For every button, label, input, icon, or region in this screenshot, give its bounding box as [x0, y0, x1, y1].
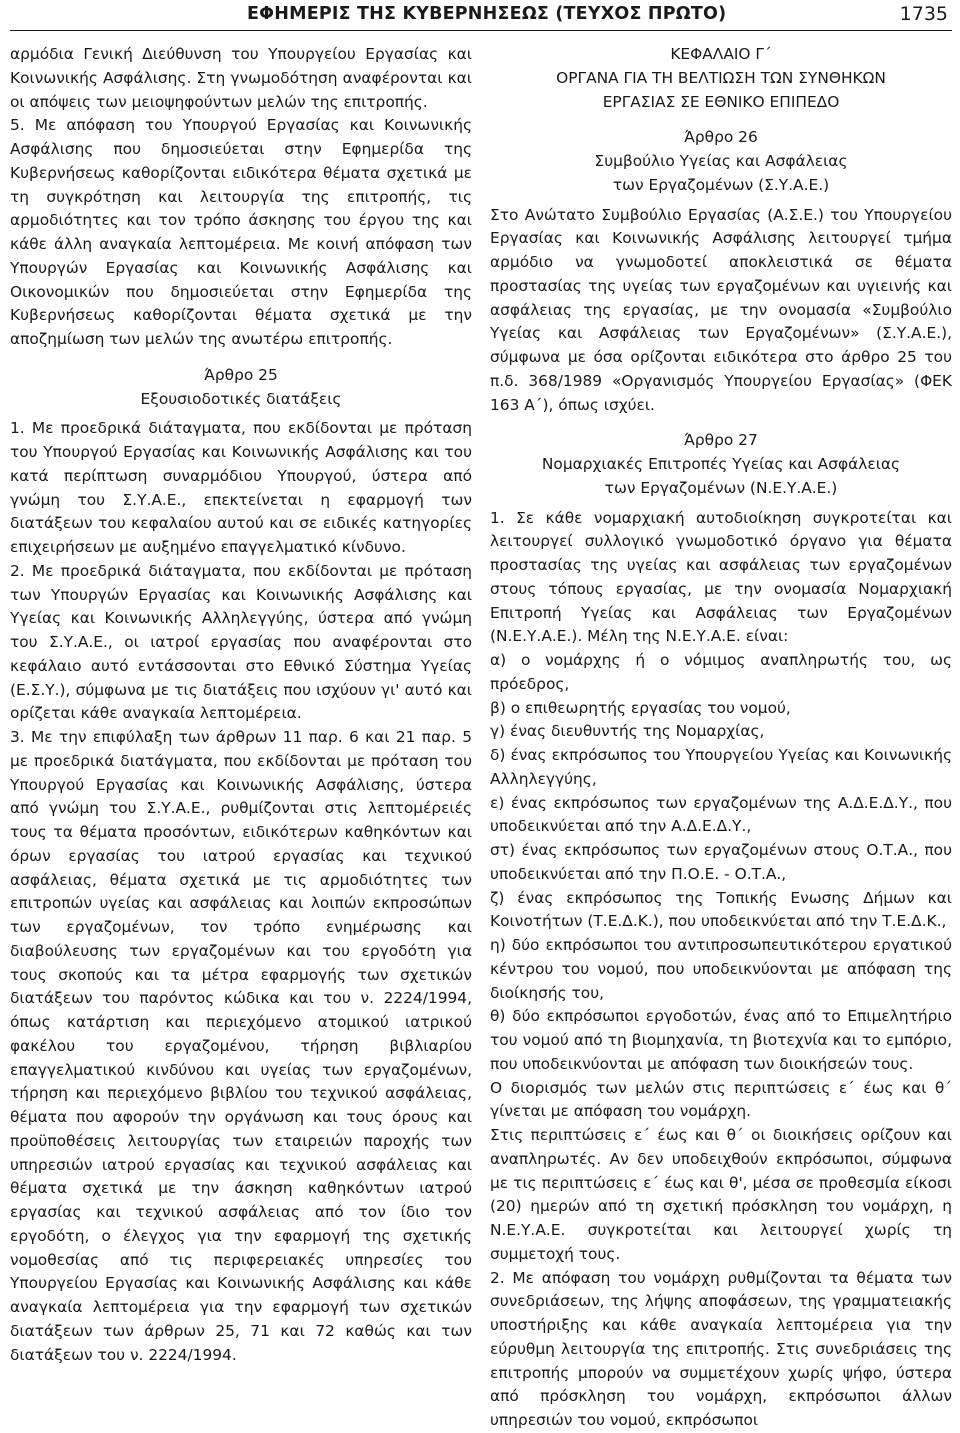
- article-26-subtitle-line-1: Συμβούλιο Υγείας και Ασφάλειας: [594, 152, 848, 170]
- left-paragraph-2: 5. Με απόφαση του Υπουργού Εργασίας και Κοινωνικής Ασφάλισης που δημοσιεύεται στην Εφημερίδα της Κυβερνήσεως καθορίζονται ειδικότερα θέματα σχετικά με τη συγκρότηση και λειτουργία της επιτροπής, τις αρμοδιότητες και τον τρόπο άσκησης του έργου της και κάθε άλλη αναγκαία λεπτομέρεια. Με κοινή απόφαση των Υπουργών Εργασίας και Κοινωνικής Ασφάλισης και Οικονομικών που δημοσιεύεται στην Εφημερίδα της Κυβερνήσεως καθορίζονται θέματα σχετικά με την αποζημίωση των μελών της ανωτέρω επιτροπής.: [10, 116, 472, 348]
- member-item-e: ε) ένας εκπρόσωπος των εργαζομένων της Α.Δ.Ε.Δ.Υ., που υποδεικνύεται από την Α.Δ.Ε.Δ.Υ.,: [490, 793, 952, 836]
- left-paragraph-3: 1. Με προεδρικά διάταγματα, που εκδίδονται με πρόταση του Υπουργού Εργασίας και Κοινωνικής Ασφάλισης και του κατά περίπτωση συναρμόδιου Υπουργού, ύστερα από γνώμη του Σ.Υ.Α.Ε., επεκτείνεται η εφαρμογή των διατάξεων του κεφαλαίου αυτού και σε ειδικές κατηγορίες επιχειρήσεων με αυξημένο επαγγελματικό κίνδυνο.: [10, 419, 472, 556]
- left-column: [10, 43, 472, 1433]
- chapter-subtitle-line-1: ΟΡΓΑΝΑ ΓΙΑ ΤΗ ΒΕΛΤΙΩΣΗ ΤΩΝ ΣΥΝΘΗΚΩΝ: [556, 68, 886, 87]
- article-26-heading: [490, 126, 952, 197]
- article-26-title: Άρθρο 26: [684, 128, 758, 147]
- article-27-subtitle-line-2: των Εργαζομένων (Ν.Ε.Υ.Α.Ε.): [604, 478, 838, 497]
- member-item-c: γ) ένας διευθυντής της Νομαρχίας,: [490, 722, 765, 741]
- spacer: [490, 417, 952, 429]
- right-column: [490, 43, 952, 1433]
- member-item-z: ζ) ένας εκπρόσωπος της Τοπικής Ενωσης Δήμων και Κοινοτήτων (Τ.Ε.Δ.Κ.), που υποδεικνύεται από την Τ.Ε.Δ.Κ.,: [490, 888, 952, 931]
- page-header: [10, 0, 952, 31]
- right-paragraph-1: Στο Ανώτατο Συμβούλιο Εργασίας (Α.Σ.Ε.) του Υπουργείου Εργασίας και Κοινωνικής Ασφάλισης λειτουργεί τμήμα αρμόδιο να γνωμοδοτεί αποκλειστικά σε θέματα προστασίας της υγείας των εργαζομένων και υγιεινής και ασφάλειας της εργασίας, με την ονομασία «Συμβούλιο Υγείας και Ασφάλειας των Εργαζομένων» (Σ.Υ.Α.Ε.), σύμφωνα με όσα ορίζονται ειδικότερα στο άρθρο 25 του π.δ. 368/1989 «Οργανισμός Υπουργείου Εργασίας» (ΦΕΚ 163 Α΄), όπως ισχύει.: [490, 205, 952, 414]
- spacer: [10, 352, 472, 364]
- left-paragraph-1: αρμόδια Γενική Διεύθυνση του Υπουργείου Εργασίας και Κοινωνικής Ασφάλισης. Στη γνωμοδότηση αναφέρονται και οι απόψεις των μειοψηφούντων μελών της επιτροπής.: [10, 45, 472, 111]
- left-paragraph-5: 3. Με την επιφύλαξη των άρθρων 11 παρ. 6 και 21 παρ. 5 με προεδρικά διατάγματα, που εκδίδονται με πρόταση του Υπουργού Εργασίας και Κοινωνικής Ασφάλισης, ύστερα από γνώμη του Σ.Υ.Α.Ε., ρυθμίζονται στις λεπτομέρειές τους τα θέματα προσόντων, ειδικότερων καθηκόντων και όρων εργασίας του ιατρού εργασίας και τεχνικού ασφάλειας, θέματα σχετικά με τις αρμοδιότητες των επιτροπών υγείας και ασφάλειας και λοιπών εκπροσώπων των εργαζομένων, τον τρόπο ενημέρωσης και διαβούλευσης των εργαζομένων και του εργοδότη για τους σκοπούς και τα μέτρα εφαρμογής των σχετικών διατάξεων του παρόντος κώδικα και του ν. 2224/1994, όπως κατάρτιση και περιεχόμενο ατομικού ιατρικού φακέλου του εργαζομένου, τήρηση βιβλιαρίου επαγγελματικού κινδύνου και υγείας των εργαζομένων, τήρηση και περιεχόμενο βιβλίου του τεχνικού ασφάλειας, θέματα που αφορούν την οργάνωση και τους όρους και προϋποθέσεις λειτουργίας των εταιρειών παροχής των υπηρεσιών ιατρού εργασίας και τεχνικού ασφάλειας και θέματα σχετικά με την άσκηση καθηκόντων ιατρού εργασίας και τεχνικού ασφάλειας από τον ίδιο τον εργοδότη, ο έλεγχος για την εφαρμογή της σχετικής νομοθεσίας από τις περιφερειακές υπηρεσίες του Υπουργείου Εργασίας και Κοινωνικής Ασφάλισης και κάθε αναγκαία λεπτομέρεια για την εφαρμογή των σχετικών διατάξεων των άρθρων 25, 71 και 72 καθώς και των διατάξεων του ν. 2224/1994.: [10, 728, 472, 1364]
- left-paragraph-4: 2. Με προεδρικά διάταγματα, που εκδίδονται με πρόταση των Υπουργών Εργασίας και Κοινωνικής Ασφάλισης και Υγείας και Κοινωνικής Αλληλεγγύης, ύστερα από γνώμη του Σ.Υ.Α.Ε., οι ιατροί εργασίας που αναφέρονται στο κεφάλαιο αυτό εντάσσονται στο Εθνικό Σύστημα Υγείας (Ε.Σ.Υ.), σύμφωνα με τις διατάξεις που ισχύουν γι' αυτό και ορίζεται κάθε αναγκαία λεπτομέρεια.: [10, 561, 472, 723]
- chapter-subtitle-line-2: ΕΡΓΑΣΙΑΣ ΣΕ ΕΘΝΙΚΟ ΕΠΙΠΕΔΟ: [602, 92, 840, 111]
- right-paragraph-3: Ο διορισμός των μελών στις περιπτώσεις ε΄ έως και θ΄ γίνεται με απόφαση του νομάρχη.: [490, 1078, 952, 1121]
- right-paragraph-5: 2. Με απόφαση του νομάρχη ρυθμίζονται τα θέματα των συνεδριάσεων, της λήψης αποφάσεων, της γραμματειακής υποστήριξης και κάθε αναγκαία λεπτομέρεια για την εύρυθμη λειτουργία της επιτροπής. Στις συνεδριάσεις της επιτροπής μπορούν να συμμετέχουν χωρίς ψήφο, ύστερα από πρόσκληση του νομάρχη, εκπρόσωποι άλλων υπηρεσιών του νομού, εκπρόσωποι: [490, 1268, 952, 1429]
- article-27-heading: [490, 429, 952, 500]
- right-paragraph-4: Στις περιπτώσεις ε΄ έως και θ΄ οι διοικήσεις ορίζουν και αναπληρωτές. Αν δεν υποδειχθούν εκπρόσωποι, σύμφωνα με τις περιπτώσεις ε΄ έως και θ', μέσα σε προθεσμία είκοσι (20) ημερών από τη σχετική πρόσκληση του νομάρχη, η Ν.Ε.Υ.Α.Ε. συγκροτείται και λειτουργεί χωρίς τη συμμετοχή τους.: [490, 1126, 952, 1263]
- page-number: 1735: [899, 3, 948, 25]
- article-27-title: Άρθρο 27: [684, 431, 758, 450]
- spacer: [490, 114, 952, 126]
- member-item-a: α) ο νομάρχης ή ο νόμιμος αναπληρωτής του, ως πρόεδρος,: [490, 651, 952, 693]
- right-paragraph-2: 1. Σε κάθε νομαρχιακή αυτοδιοίκηση συγκροτείται και λειτουργεί συλλογικό γνωμοδοτικό όργανο για θέματα προστασίας της υγείας και ασφάλειας των εργαζομένων στους τόπους εργασίας, με την ονομασία Νομαρχιακή Επιτροπή Υγείας και Ασφάλειας των Εργαζομένων (Ν.Ε.Υ.Α.Ε.). Μέλη της Ν.Ε.Υ.Α.Ε. είναι:: [490, 508, 952, 646]
- member-item-b: β) ο επιθεωρητής εργασίας του νομού,: [490, 698, 791, 717]
- chapter-heading: [490, 43, 952, 114]
- member-item-d: δ) ένας εκπρόσωπος του Υπουργείου Υγείας και Κοινωνικής Αλληλεγγύης,: [490, 746, 952, 788]
- article-27-subtitle-line-1: Νομαρχιακές Επιτροπές Υγείας και Ασφάλειας: [541, 455, 901, 473]
- member-item-i: η) δύο εκπρόσωποι του αντιπροσωπευτικότερου εργατικού κέντρου του νομού, που υποδεικνύονται με απόφαση της διοίκησής του,: [490, 936, 952, 1002]
- gazette-title: ΕΦΗΜΕΡΙΣ ΤΗΣ ΚΥΒΕΡΝΗΣΕΩΣ (ΤΕΥΧΟΣ ΠΡΩΤΟ): [247, 4, 727, 24]
- article-25-title: Άρθρο 25: [204, 365, 278, 384]
- article-25-subtitle: Εξουσιοδοτικές διατάξεις: [140, 389, 342, 408]
- two-column-body: [10, 43, 952, 1433]
- member-item-st: στ) ένας εκπρόσωπος των εργαζομένων στους Ο.Τ.Α., που υποδεικνύεται από την Π.Ο.Ε. - Ο.Τ.Α.,: [490, 841, 952, 883]
- member-item-th: θ) δύο εκπρόσωποι εργοδοτών, ένας από το Επιμελητήριο του νομού από τη βιομηχανία, τη βιοτεχνία και το εμπόριο, που υποδεικνύονται με απόφαση των διοικήσεών τους.: [490, 1007, 952, 1073]
- chapter-title: ΚΕΦΑΛΑΙΟ Γ΄: [670, 45, 772, 63]
- article-26-subtitle-line-2: των Εργαζομένων (Σ.Υ.Α.Ε.): [612, 175, 830, 194]
